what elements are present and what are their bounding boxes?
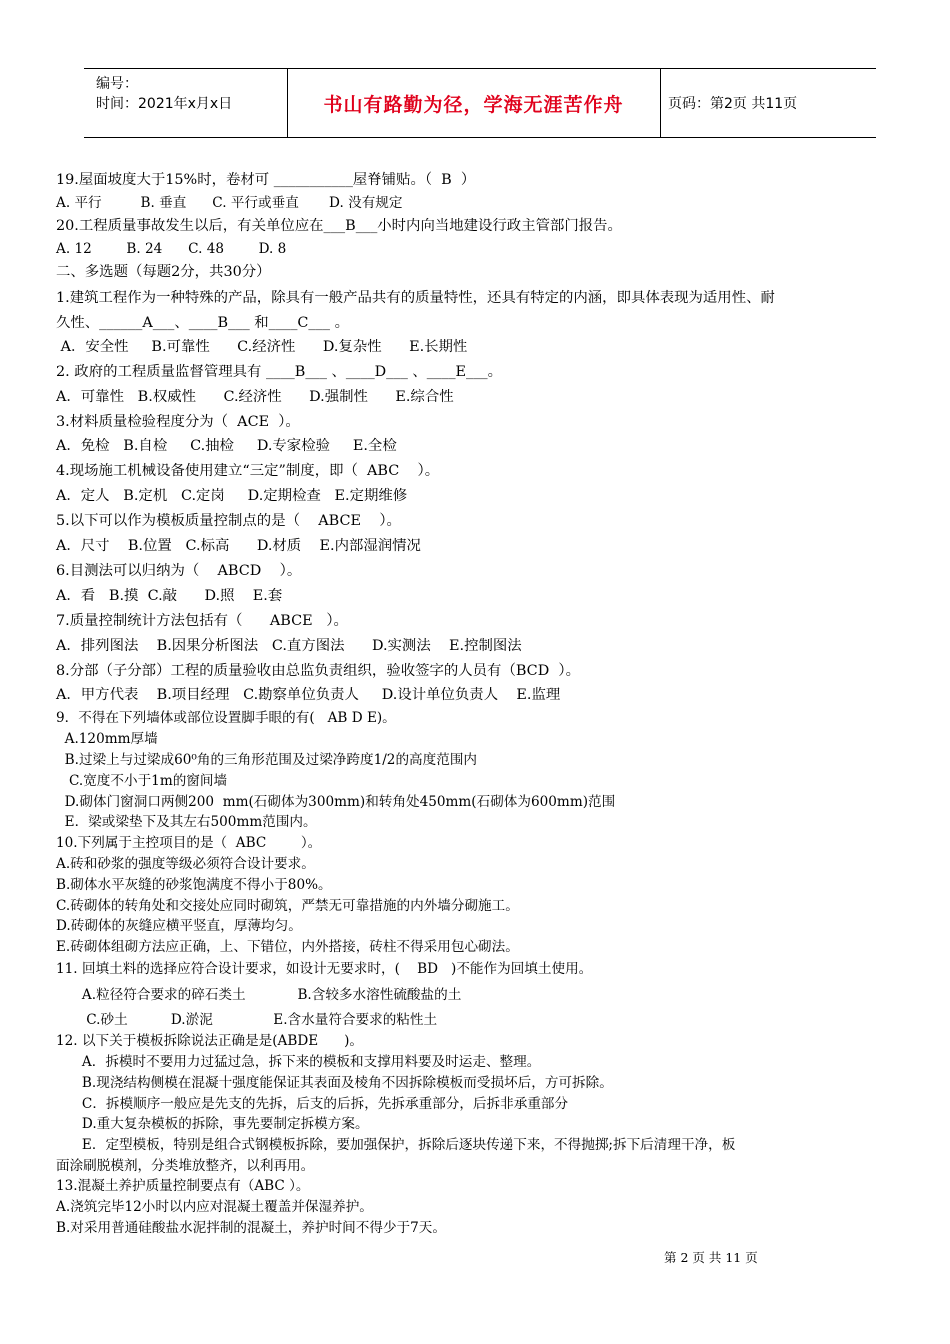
option-9b: B.过梁上与过梁成60⁰角的三角形范围及过梁净跨度1/2的高度范围内 (56, 752, 478, 768)
question-6: 6.目测法可以归纳为（ ABCD ）。 (56, 563, 302, 579)
question-10: 10.下列属于主控项目的是（ ABC ）。 (56, 835, 322, 851)
options-2: A．可靠性 B.权威性 C.经济性 D.强制性 E.综合性 (56, 389, 454, 405)
option-9a: A.120mm厚墙 (56, 731, 158, 747)
question-8: 8.分部（子分部）工程的质量验收由总监负责组织，验收签字的人员有（BCD ）。 (56, 663, 580, 679)
question-5: 5.以下可以作为模板质量控制点的是（ ABCE ）。 (56, 513, 401, 529)
header-motto: 书山有路勤为径，学海无涯苦作舟 (323, 93, 624, 116)
option-9e: E．梁或梁垫下及其左右500mm范围内。 (56, 814, 317, 830)
option-12b: B.现浇结构侧模在混凝十强度能保证其表面及棱角不因拆除模板而受损坏后，方可拆除。 (56, 1075, 613, 1091)
option-13a: A.浇筑完毕12小时以内应对混凝土覆盖并保湿养护。 (56, 1199, 373, 1215)
question-7: 7.质量控制统计方法包括有（ ABCE ）。 (56, 613, 348, 629)
option-9d: D.砌体门窗洞口两侧200 mm(石砌体为300mm)和转角处450mm(石砌体为600mm)范围 (56, 794, 616, 810)
question-9: 9．不得在下列墙体或部位设置脚手眼的有( AB D E)。 (56, 710, 396, 726)
option-10a: A.砖和砂浆的强度等级必须符合设计要求。 (56, 856, 315, 872)
options-11-row-1: A.粒径符合要求的碎石类土 B.含较多水溶性硫酸盐的土 (56, 987, 462, 1003)
option-10c: C.砖砌体的转角处和交接处应同时砌筑，严禁无可靠措施的内外墙分砌施工。 (56, 898, 519, 914)
option-10d: D.砖砌体的灰缝应横平竖直，厚薄均匀。 (56, 918, 302, 934)
option-12e-line-1: E．定型模板，特别是组合式钢模板拆除，要加强保护，拆除后逐块传递下来，不得抛掷;拆下后清理干净，板 (56, 1137, 736, 1153)
header-page-label: 页码：第2页 共11页 (668, 96, 798, 112)
page-header (84, 68, 876, 138)
options-5: A．尺寸 B.位置 C.标高 D.材质 E.内部湿润情况 (56, 538, 421, 554)
options-8: A．甲方代表 B.项目经理 C.勘察单位负责人 D.设计单位负责人 E.监理 (56, 687, 561, 703)
question-13: 13.混凝土养护质量控制要点有（ABC ）。 (56, 1178, 310, 1194)
options-1: A．安全性 B.可靠性 C.经济性 D.复杂性 E.长期性 (56, 339, 468, 355)
option-13b: B.对采用普通硅酸盐水泥拌制的混凝土，养护时间不得少于7天。 (56, 1220, 446, 1236)
page-footer: 第 2 页 共 11 页 (664, 1250, 758, 1265)
header-time-label: 时间：2021年x月x日 (96, 96, 233, 112)
question-12: 12. 以下关于模板拆除说法正确是是(ABDE )。 (56, 1033, 364, 1049)
options-20: A. 12 B. 24 C. 48 D. 8 (56, 241, 287, 257)
option-10e: E.砖砌体组砌方法应正确，上、下错位，内外搭接，砖柱不得采用包心砌法。 (56, 939, 519, 955)
question-4: 4.现场施工机械设备使用建立“三定”制度，即（ ABC ）。 (56, 463, 440, 479)
options-7: A．排列图法 B.因果分析图法 C.直方图法 D.实测法 E.控制图法 (56, 638, 522, 654)
option-9c: C.宽度不小于1m的窗间墙 (56, 773, 228, 789)
question-3: 3.材料质量检验程度分为（ ACE ）。 (56, 414, 300, 430)
option-12a: A．拆模时不要用力过猛过急，拆下来的模板和支撑用料要及时运走、整理。 (56, 1054, 541, 1070)
option-12e-line-2: 面涂刷脱模剂，分类堆放整齐，以利再用。 (56, 1158, 315, 1174)
options-19: A. 平行 B. 垂直 C. 平行或垂直 D. 没有规定 (56, 195, 403, 211)
header-info (96, 74, 232, 114)
options-4: A．定人 B.定机 C.定岗 D.定期检查 E.定期维修 (56, 488, 408, 504)
question-1-line-1: 1.建筑工程作为一种特殊的产品，除具有一般产品共有的质量特性，还具有特定的内涵，即具体表现为适用性、耐 (56, 290, 775, 306)
option-10b: B.砌体水平灰缝的砂浆饱满度不得小于80%。 (56, 877, 332, 893)
question-2: 2. 政府的工程质量监督管理具有 ____B___ 、____D___ 、____E___。 (56, 364, 502, 380)
options-6: A．看 B.摸 C.敲 D.照 E.套 (56, 588, 283, 604)
option-12c: C．拆模顺序一般应是先支的先拆，后支的后拆，先拆承重部分，后拆非承重部分 (56, 1096, 569, 1112)
question-1-line-2: 久性、______A___、____B___ 和____C___ 。 (56, 315, 349, 331)
option-12d: D.重大复杂模板的拆除，事先要制定拆模方案。 (56, 1116, 369, 1132)
section-heading: 二、多选题（每题2分，共30分） (56, 264, 271, 280)
header-divider (660, 69, 661, 137)
header-number-label: 编号： (96, 76, 138, 92)
question-19: 19.屋面坡度大于15%时，卷材可 ___________屋脊铺贴。（ B ） (56, 172, 476, 188)
options-3: A．免检 B.自检 C.抽检 D.专家检验 E.全检 (56, 438, 397, 454)
options-11-row-2: C.砂土 D.淤泥 E.含水量符合要求的粘性土 (56, 1012, 438, 1028)
question-11: 11. 回填土料的选择应符合设计要求，如设计无要求时，( BD )不能作为回填土使用。 (56, 961, 593, 977)
question-20: 20.工程质量事故发生以后，有关单位应在___B___小时内向当地建设行政主管部门报告。 (56, 218, 622, 234)
